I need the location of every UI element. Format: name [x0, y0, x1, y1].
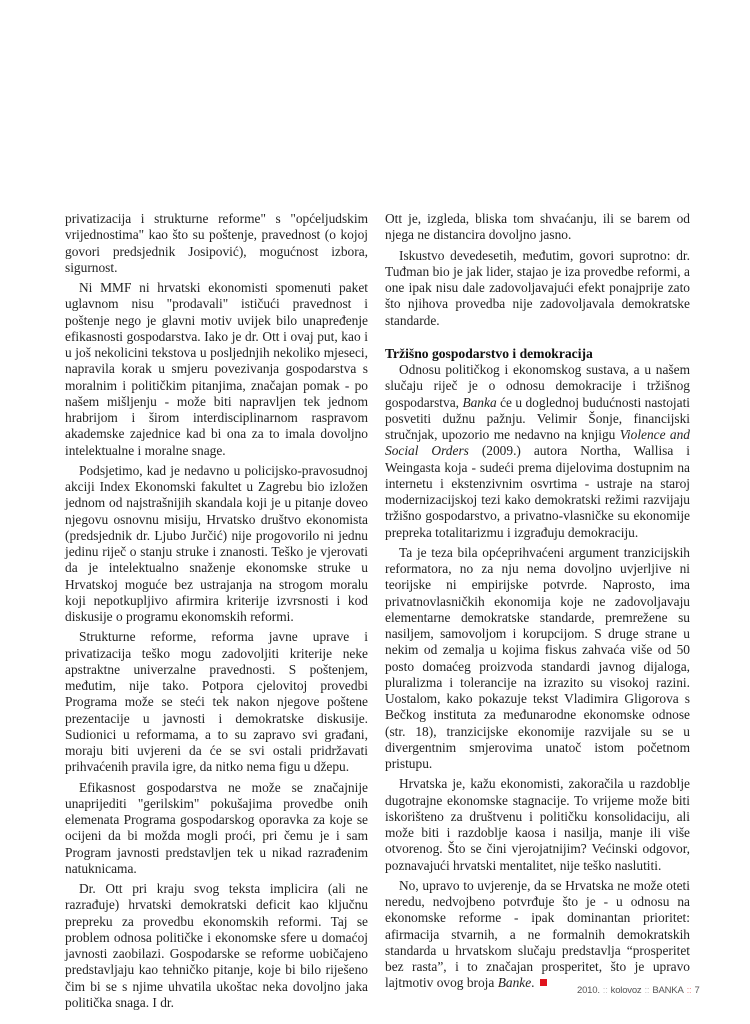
paragraph: Podsjetimo, kad je nedavno u policijsko-pravosudnoj akciji Index Ekonomski fakultet u Zagrebu bio izložen jednom od najstrašnijih skandala koji je u pitanje doveo njegovu osnovnu misiju, Hrvatsko društvo ekonomista (predsjednik dr. Ljubo Jurčić) nije progovorilo ni jednu jedinu riječ o stanju struke i znanosti. Teško je vjerovati da je intelektualno snaženje ekonomske struke u Hrvatskoj moguće bez ustrajanja na strogom moralu koji nepotkupljivo afirmira kriterije izvrsnosti i kod diskusije o programu ekonomskih reformi.	[65, 462, 368, 624]
footer-separator: ::	[602, 985, 608, 996]
page-number: 7	[694, 985, 700, 996]
paragraph	[385, 362, 690, 541]
paragraph: Ni MMF ni hrvatski ekonomisti spomenuti paket uglavnom nisu "prodavali" ističući pravednost i poštenje nego je glavni motiv uvijek bilo unapređenje efikasnosti gospodarstva. Iako je dr. Ott i ovaj put, kao i u još nekolicini tekstova u posljednjih nekoliko mjeseci, napravila korak u smjeru povezivanja gospodarstva s moralnim i političkim pitanjima, značajan pomak - po našem mišljenju - može biti napravljen tek jednom hrabrijom i širom interdisciplinarnom raspravom akademske zajednice kad bi ona za to imala dovoljno intelektualne i moralne snage.	[65, 280, 368, 458]
footer-publication: BANKA	[652, 985, 684, 996]
footer-separator: ::	[686, 985, 692, 996]
footer-month: kolovoz	[610, 985, 642, 996]
paragraph: Iskustvo devedesetih, međutim, govori suprotno: dr. Tuđman bio je jak lider, stajao je iza provedbe reformi, a one ipak nisu dale zadovoljavajući efekt ponajprije zato što njihova provedba nije zadovoljavala demokratske standarde.	[385, 247, 690, 328]
page-footer	[577, 985, 700, 996]
paragraph: Ott je, izgleda, bliska tom shvaćanju, ili se barem od njega ne distancira dovoljno jasno.	[385, 211, 690, 243]
article-column-right	[385, 211, 690, 992]
article-column-left	[65, 211, 368, 1011]
text-run: .	[531, 975, 535, 991]
italic-publication-name: Banke	[497, 975, 532, 991]
paragraph: Dr. Ott pri kraju svog teksta implicira (ali ne razrađuje) hrvatski demokratski deficit kao ključnu prepreku za provedbu ekonomskih reformi. Taj se problem odnosa političke i ekonomske sfere u domaćoj javnosti zaobilazi. Gospodarske se reforme uobičajeno predstavljaju kao tehničko pitanje, koje bi bilo riješeno čim bi se s njime uhvatila ukoštac neka dovoljno jaka politička snaga. I dr.	[65, 881, 368, 1010]
paragraph: Strukturne reforme, reforma javne uprave i privatizacija teško mogu zadovoljiti kriterije neke apstraktne univerzalne pravednosti. S poštenjem, međutim, nije tako. Potpora cjelovitoj provedbi Programa može se steći tek nakon njegove poštene prezentacije u javnosti i demokratske diskusije. Sudionici u reformama, a to su zapravo svi građani, moraju biti uvjereni da će se svi ostali pridržavati prihvaćenih pravila igre, da nitko nema figu u džepu.	[65, 629, 368, 775]
text-run: (2009.) autora Northa, Wallisa i Weingasta koja - sudeći prema dijelovima dostupnim na internetu i ekstenzivnim osvrtima - ustraje na staroj modernizacijskoj tezi kako demokratski režimi razvijaju tržišno gospodarstvo, a privatno-vlasničke su ekonomije prepreka totalitarizmu i izgrađuju demokraciju.	[385, 443, 690, 540]
paragraph: Hrvatska je, kažu ekonomisti, zakoračila u razdoblje dugotrajne ekonomske stagnacije. To vrijeme može biti iskorišteno za društvenu i političku konsolidaciju, ali može biti i razdoblje kaosa i nasilja, manje ili više otvorenog. Što se čini vjerojatnijim? Većinski odgovor, poznavajući hrvatski mentalitet, nije teško naslutiti.	[385, 776, 690, 873]
paragraph: Ta je teza bila općeprihvaćeni argument tranzicijskih reformatora, no za nju nema dovoljno uvjerljive ni teorijske ni empirijske potvrde. Naprosto, ima privatnovlasničkih ekonomija koje ne zadovoljavaju elementarne demokratske standarde, premrežene su nasiljem, samovoljom i korupcijom. S druge strane u nekim od zemalja u kojima fiskus zahvaća više od 50 posto domaćeg proizvoda standardi javnog dijaloga, pluralizma i tolerancije na izrazito su visokoj razini. Uostalom, kako pokazuje tekst Vladimira Gligorova s Bečkog instituta za međunarodne ekonomske odnose (str. 18), tranzicijske ekonomije razvijale su se u divergentnim smjerovima unatoč istom početnom pristupu.	[385, 544, 690, 771]
italic-publication-name: Banka	[462, 394, 497, 410]
italic-book-title: Violence and Social Orders	[385, 427, 691, 459]
text-run: će u doglednoj budućnosti nastojati posvetiti dužnu pažnju. Velimir Šonje, financijski stručnjak, upozorio me nedavno na knjigu	[385, 394, 691, 442]
text-run: Odnosu političkog i ekonomskog sustava, a u našem slučaju riječ je o odnosu demokracije i tržišnog gospodarstva,	[385, 362, 690, 410]
footer-separator: ::	[644, 985, 650, 996]
footer-year: 2010.	[577, 985, 600, 996]
paragraph	[385, 878, 690, 992]
text-run: No, upravo to uvjerenje, da se Hrvatska ne može oteti neredu, nedvojbeno potvrđuje što je - u odnosu na ekonomske reforme - ipak dominantan prioritet: afirmacija stvarnih, a ne formalnih demokratskih standarda u hrvatskom slučaju predstavlja “prosperitet bez rasta”, i to značajan prosperitet, što je upravo lajtmotiv ovog broja	[385, 877, 690, 991]
paragraph: Efikasnost gospodarstva ne može se značajnije unaprijediti "gerilskim" pokušajima provedbe onih elemenata Programa gospodarskog oporavka za koje se ocijeni da bi možda mogli proći, pri čemu je i sam Program javnosti predstavljen tek u nikad razrađenim natuknicama.	[65, 779, 368, 876]
section-heading: Tržišno gospodarstvo i demokracija	[385, 345, 593, 361]
end-of-article-square-icon	[540, 979, 547, 986]
paragraph: privatizacija i strukturne reforme" s "općeljudskim vrijednostima" kao što su poštenje, pravednost (o kojoj govori predsjednik Josipović), mogućnost izbora, sigurnost.	[65, 211, 368, 275]
